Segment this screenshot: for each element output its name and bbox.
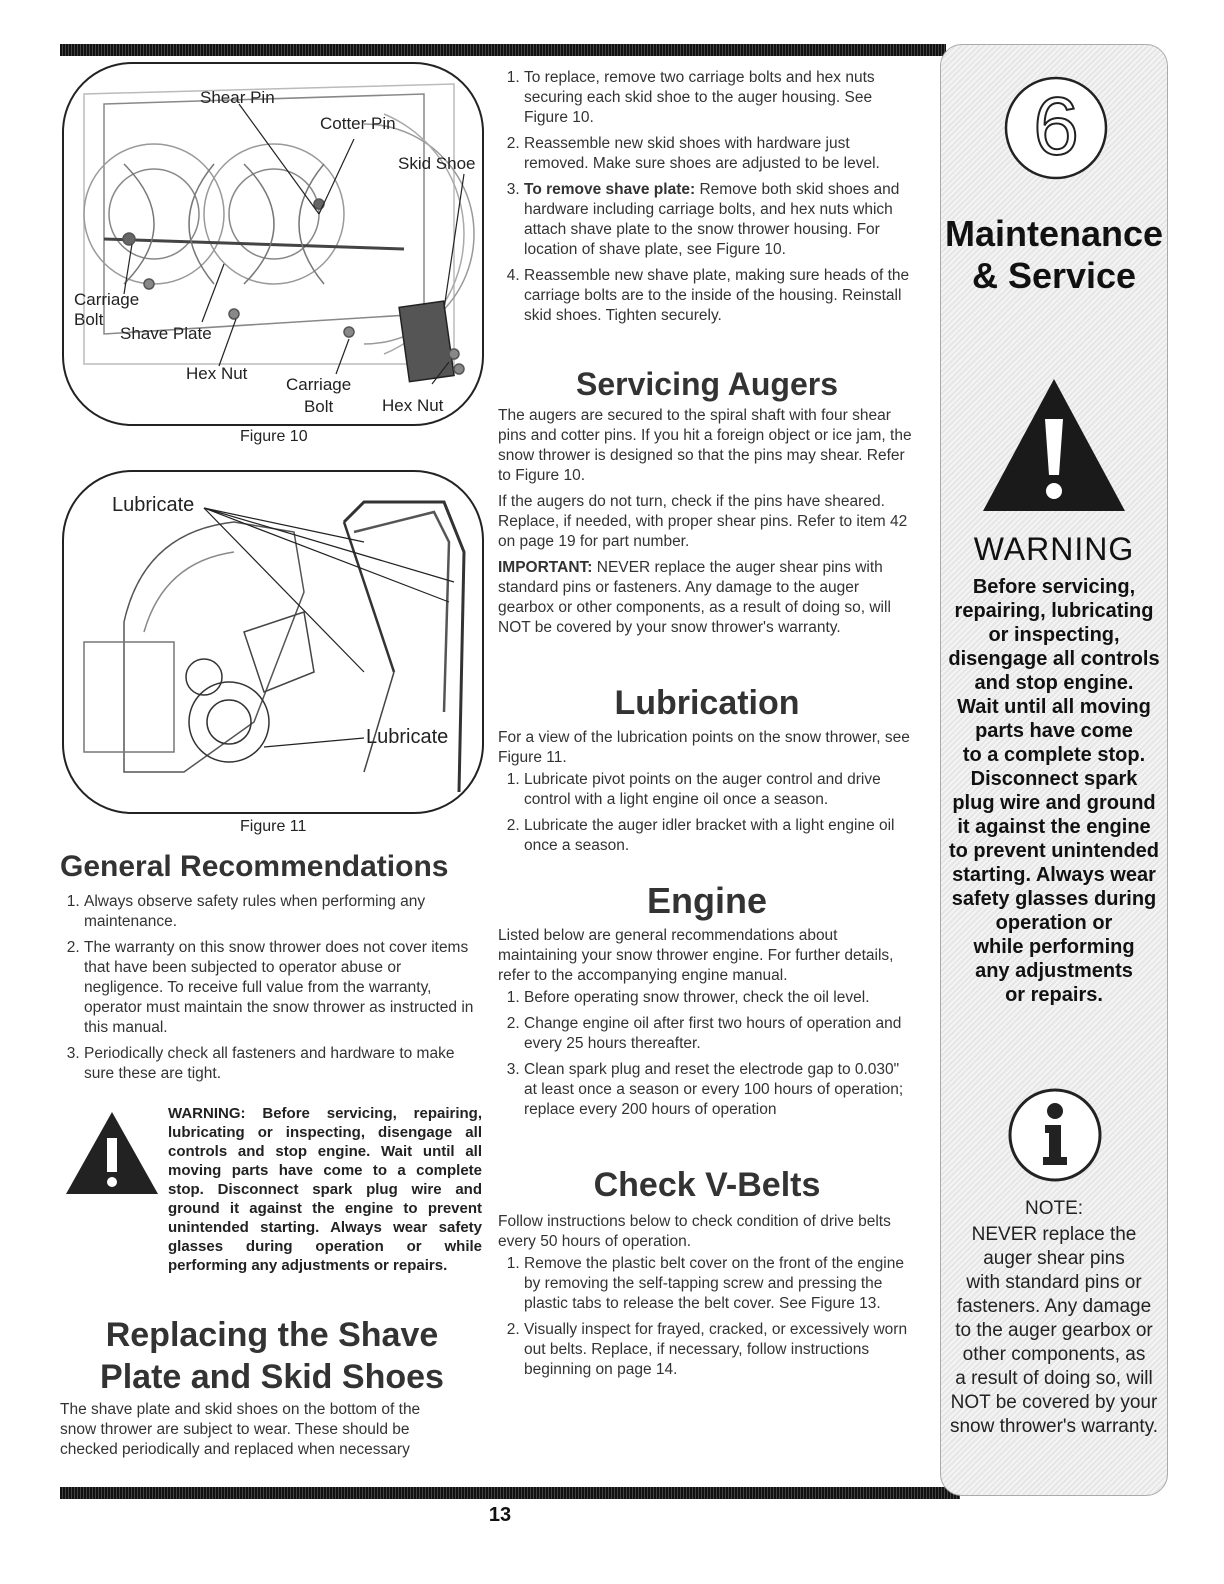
engine-body <box>498 926 916 1126</box>
info-icon <box>1005 1085 1105 1185</box>
general-recommendations-heading: General Recommendations <box>60 850 449 883</box>
list-item: 2. The warranty on this snow thrower does not cover items that have been subjected to operator abuse or negligence. To receive full value from the warranty, operator must maintain the snow thrower as instructed in this manual. <box>84 938 484 1038</box>
chapter-title-line2: & Service <box>971 255 1137 296</box>
shave-plate-heading-line1: Replacing the Shave <box>105 1316 439 1354</box>
callout-cotter-pin: Cotter Pin <box>320 114 396 133</box>
callout-carriage-bolt-left: Carriage Bolt <box>74 290 140 329</box>
figure-11 <box>62 470 484 814</box>
list-item: 1. Before operating snow thrower, check the oil level. <box>524 988 916 1008</box>
augers-paragraph-2: If the augers do not turn, check if the pins have sheared. Replace, if needed, with proper shear pins. Refer to item 42 on page 19 for part number. <box>498 493 908 550</box>
list-item: 3. Periodically check all fasteners and hardware to make sure these are tight. <box>84 1044 484 1084</box>
callout-shave-plate: Shave Plate <box>120 324 212 343</box>
warning-triangle-icon <box>979 375 1129 515</box>
augers-important: IMPORTANT: NEVER replace the auger shear pins with standard pins or fasteners. Any damage to the auger gearbox or other components, as a result of doing so, will NOT be covered by your snow thrower's warranty. <box>498 559 891 636</box>
sidebar-note-title: NOTE: <box>1024 1198 1084 1219</box>
v-belts-intro: Follow instructions below to check condition of drive belts every 50 hours of operation. <box>498 1213 891 1250</box>
figure-10-caption: Figure 10 <box>240 428 308 445</box>
callout-shear-pin: Shear Pin <box>200 88 275 107</box>
figure-10 <box>62 62 484 426</box>
list-item: 1. To replace, remove two carriage bolts and hex nuts securing each skid shoe to the auger housing. See Figure 10. <box>524 68 916 128</box>
list-item: 2. Reassemble new skid shoes with hardware just removed. Make sure shoes are adjusted to be level. <box>524 134 916 174</box>
sidebar-warning-title: WARNING <box>973 531 1135 567</box>
check-v-belts-body <box>498 1212 916 1386</box>
callout-skid-shoe: Skid Shoe <box>398 154 476 173</box>
lubrication-heading: Lubrication <box>614 684 800 722</box>
list-item: 2. Visually inspect for frayed, cracked, or excessively worn out belts. Replace, if necessary, follow instructions beginning on page 14. <box>524 1320 916 1380</box>
list-item: 3. Clean spark plug and reset the electrode gap to 0.030" at least once a season or every 100 hours of operation; replace every 200 hours of operation <box>524 1060 916 1120</box>
list-item: 2. Lubricate the auger idler bracket with a light engine oil once a season. <box>524 816 916 856</box>
callout-carriage-bolt-right: Carriage Bolt <box>286 375 352 416</box>
top-rule <box>60 44 946 56</box>
callout-hex-nut-right: Hex Nut <box>382 396 444 415</box>
list-item: 1. Always observe safety rules when performing any maintenance. <box>84 892 484 932</box>
engine-heading: Engine <box>646 880 767 921</box>
chapter-title-line1: Maintenance <box>944 213 1164 254</box>
engine-intro: Listed below are general recommendations about maintaining your snow thrower engine. For further details, refer to the accompanying engine manual. <box>498 927 894 984</box>
list-item: 2. Change engine oil after first two hours of operation and every 25 hours thereafter. <box>524 1014 916 1054</box>
servicing-augers-body <box>498 406 916 644</box>
shave-plate-steps <box>498 68 916 332</box>
page-number: 13 <box>488 1504 512 1526</box>
sidebar-panel <box>940 44 1168 1496</box>
lubrication-intro: For a view of the lubrication points on the snow thrower, see Figure 11. <box>498 729 910 766</box>
list-item: 1. Remove the plastic belt cover on the front of the engine by removing the self-tapping screw and pressing the plastic tabs to release the belt cover. See Figure 13. <box>524 1254 916 1314</box>
list-item: 3. To remove shave plate: Remove both skid shoes and hardware including carriage bolts, and hex nuts which attach shave plate to the snow thrower housing. For location of shave plate, see Figure 10. <box>524 180 916 260</box>
shave-plate-intro: The shave plate and skid shoes on the bottom of the snow thrower are subject to wear. These should be checked periodically and replaced when necessary <box>60 1401 421 1458</box>
sidebar-note-text: NEVER replace the auger shear pins with standard pins or fasteners. Any damage to the auger gearbox or other components, as a result of doing so, will NOT be covered by your snow thrower's warranty. <box>949 1224 1159 1437</box>
general-warning-text: WARNING: Before servicing, repairing, lubricating or inspecting, disengage all controls and stop engine. Wait until all moving parts have come to a complete stop. Disconnect spark plug wire and ground it against the engine to prevent unintended starting. Always wear safety glasses during operation or while performing any adjustments or repairs. <box>168 1105 482 1274</box>
lubrication-body <box>498 728 916 862</box>
warning-triangle-icon <box>62 1108 162 1198</box>
figure-11-caption: Figure 11 <box>240 818 307 835</box>
callout-lubricate-bottom: Lubricate <box>366 726 449 748</box>
sidebar-warning-text: Before servicing, repairing, lubricating or inspecting, disengage all controls and stop engine. Wait until all moving parts have come to a complete stop. Disconnect spark plug wire and ground it against the engine to prevent unintended starting. Always wear safety glasses during operation or while performing any adjustments or repairs. <box>948 576 1160 1006</box>
list-item: 1. Lubricate pivot points on the auger control and drive control with a light engine oil once a season. <box>524 770 916 810</box>
callout-hex-nut-left: Hex Nut <box>186 364 248 383</box>
figure-10-drawing <box>64 64 482 424</box>
chapter-number: 6 <box>1033 81 1079 172</box>
list-item: 4. Reassemble new shave plate, making sure heads of the carriage bolts are to the inside of the housing. Reinstall skid shoes. Tighten securely. <box>524 266 916 326</box>
general-recommendations-body <box>60 892 484 1090</box>
servicing-augers-heading: Servicing Augers <box>575 366 838 402</box>
figure-11-drawing <box>64 472 482 812</box>
shave-plate-heading-line2: Plate and Skid Shoes <box>100 1358 444 1396</box>
augers-paragraph-1: The augers are secured to the spiral shaft with four shear pins and cotter pins. If you hit a foreign object or ice jam, the snow thrower is designed so that the pins may shear. Refer to Figure 10. <box>498 407 912 484</box>
bottom-rule <box>60 1487 960 1499</box>
check-v-belts-heading: Check V-Belts <box>593 1166 821 1204</box>
callout-lubricate-top: Lubricate <box>112 494 195 516</box>
